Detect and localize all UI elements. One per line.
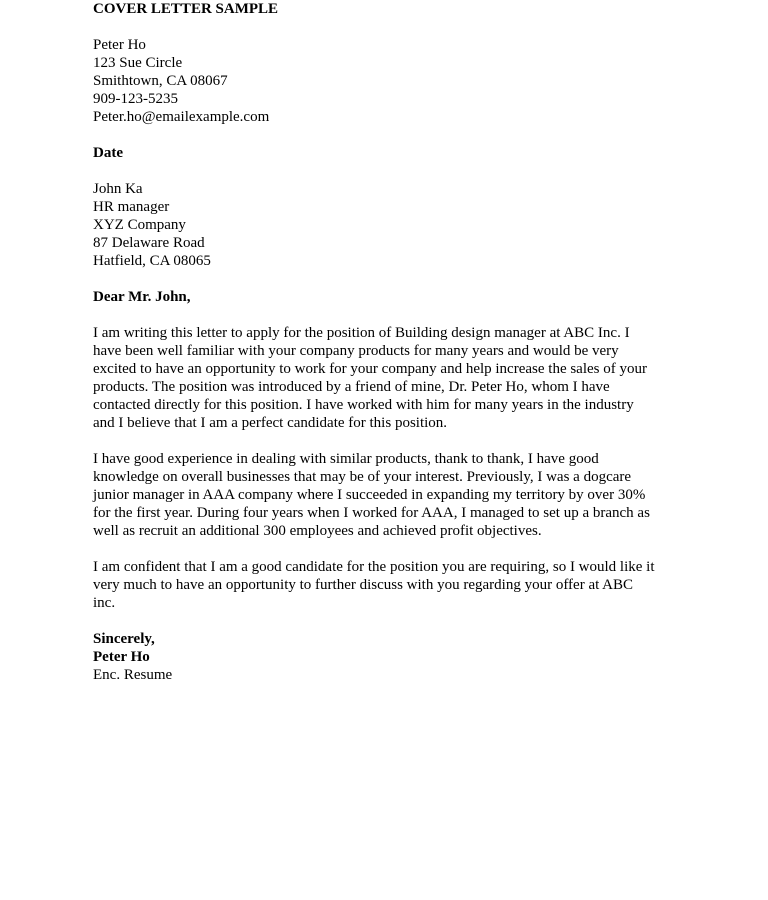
- sender-address: [93, 36, 693, 126]
- paragraph-line: and I believe that I am a perfect candidate for this position.: [93, 415, 448, 431]
- paragraph-line: contacted directly for this position. I have worked with him for many years in the industry: [93, 397, 634, 413]
- paragraph-line: junior manager in AAA company where I succeeded in expanding my territory by over 30%: [93, 487, 646, 503]
- recipient-company: XYZ Company: [93, 217, 186, 233]
- closing: Sincerely,: [93, 631, 155, 647]
- sender-phone: 909-123-5235: [93, 91, 178, 107]
- sender-street: 123 Sue Circle: [93, 55, 183, 71]
- document-title: COVER LETTER SAMPLE: [93, 1, 279, 17]
- paragraph-3: [93, 558, 693, 612]
- paragraph-line: I am writing this letter to apply for the position of Building design manager at ABC Inc. I: [93, 325, 630, 341]
- salutation: Dear Mr. John,: [93, 289, 191, 305]
- paragraph-line: I am confident that I am a good candidate for the position you are requiring, so I would like it: [93, 559, 655, 575]
- letter-body: [93, 0, 693, 684]
- sender-email: Peter.ho@emailexample.com: [93, 109, 270, 125]
- paragraph-line: products. The position was introduced by a friend of mine, Dr. Peter Ho, whom I have: [93, 379, 610, 395]
- signature: Peter Ho: [93, 649, 150, 665]
- paragraph-line: I have good experience in dealing with similar products, thank to thank, I have good: [93, 451, 599, 467]
- sender-city: Smithtown, CA 08067: [93, 73, 228, 89]
- enclosure: Enc. Resume: [93, 667, 173, 683]
- paragraph-line: excited to have an opportunity to work for your company and help increase the sales of your: [93, 361, 647, 377]
- paragraph-1: [93, 324, 693, 432]
- paragraph-line: have been well familiar with your company products for many years and would be very: [93, 343, 619, 359]
- recipient-title: HR manager: [93, 199, 170, 215]
- paragraph-line: inc.: [93, 595, 116, 611]
- paragraph-line: well as recruit an additional 300 employees and achieved profit objectives.: [93, 523, 542, 539]
- recipient-street: 87 Delaware Road: [93, 235, 205, 251]
- paragraph-line: very much to have an opportunity to further discuss with you regarding your offer at ABC: [93, 577, 634, 593]
- recipient-city: Hatfield, CA 08065: [93, 253, 211, 269]
- date-label: Date: [93, 145, 123, 161]
- paragraph-2: [93, 450, 693, 540]
- sender-name: Peter Ho: [93, 37, 146, 53]
- recipient-address: [93, 180, 693, 270]
- recipient-name: John Ka: [93, 181, 143, 197]
- paragraph-line: knowledge on overall businesses that may be of your interest. Previously, I was a dogcare: [93, 469, 632, 485]
- paragraph-line: for the first year. During four years when I worked for AAA, I managed to set up a branch as: [93, 505, 650, 521]
